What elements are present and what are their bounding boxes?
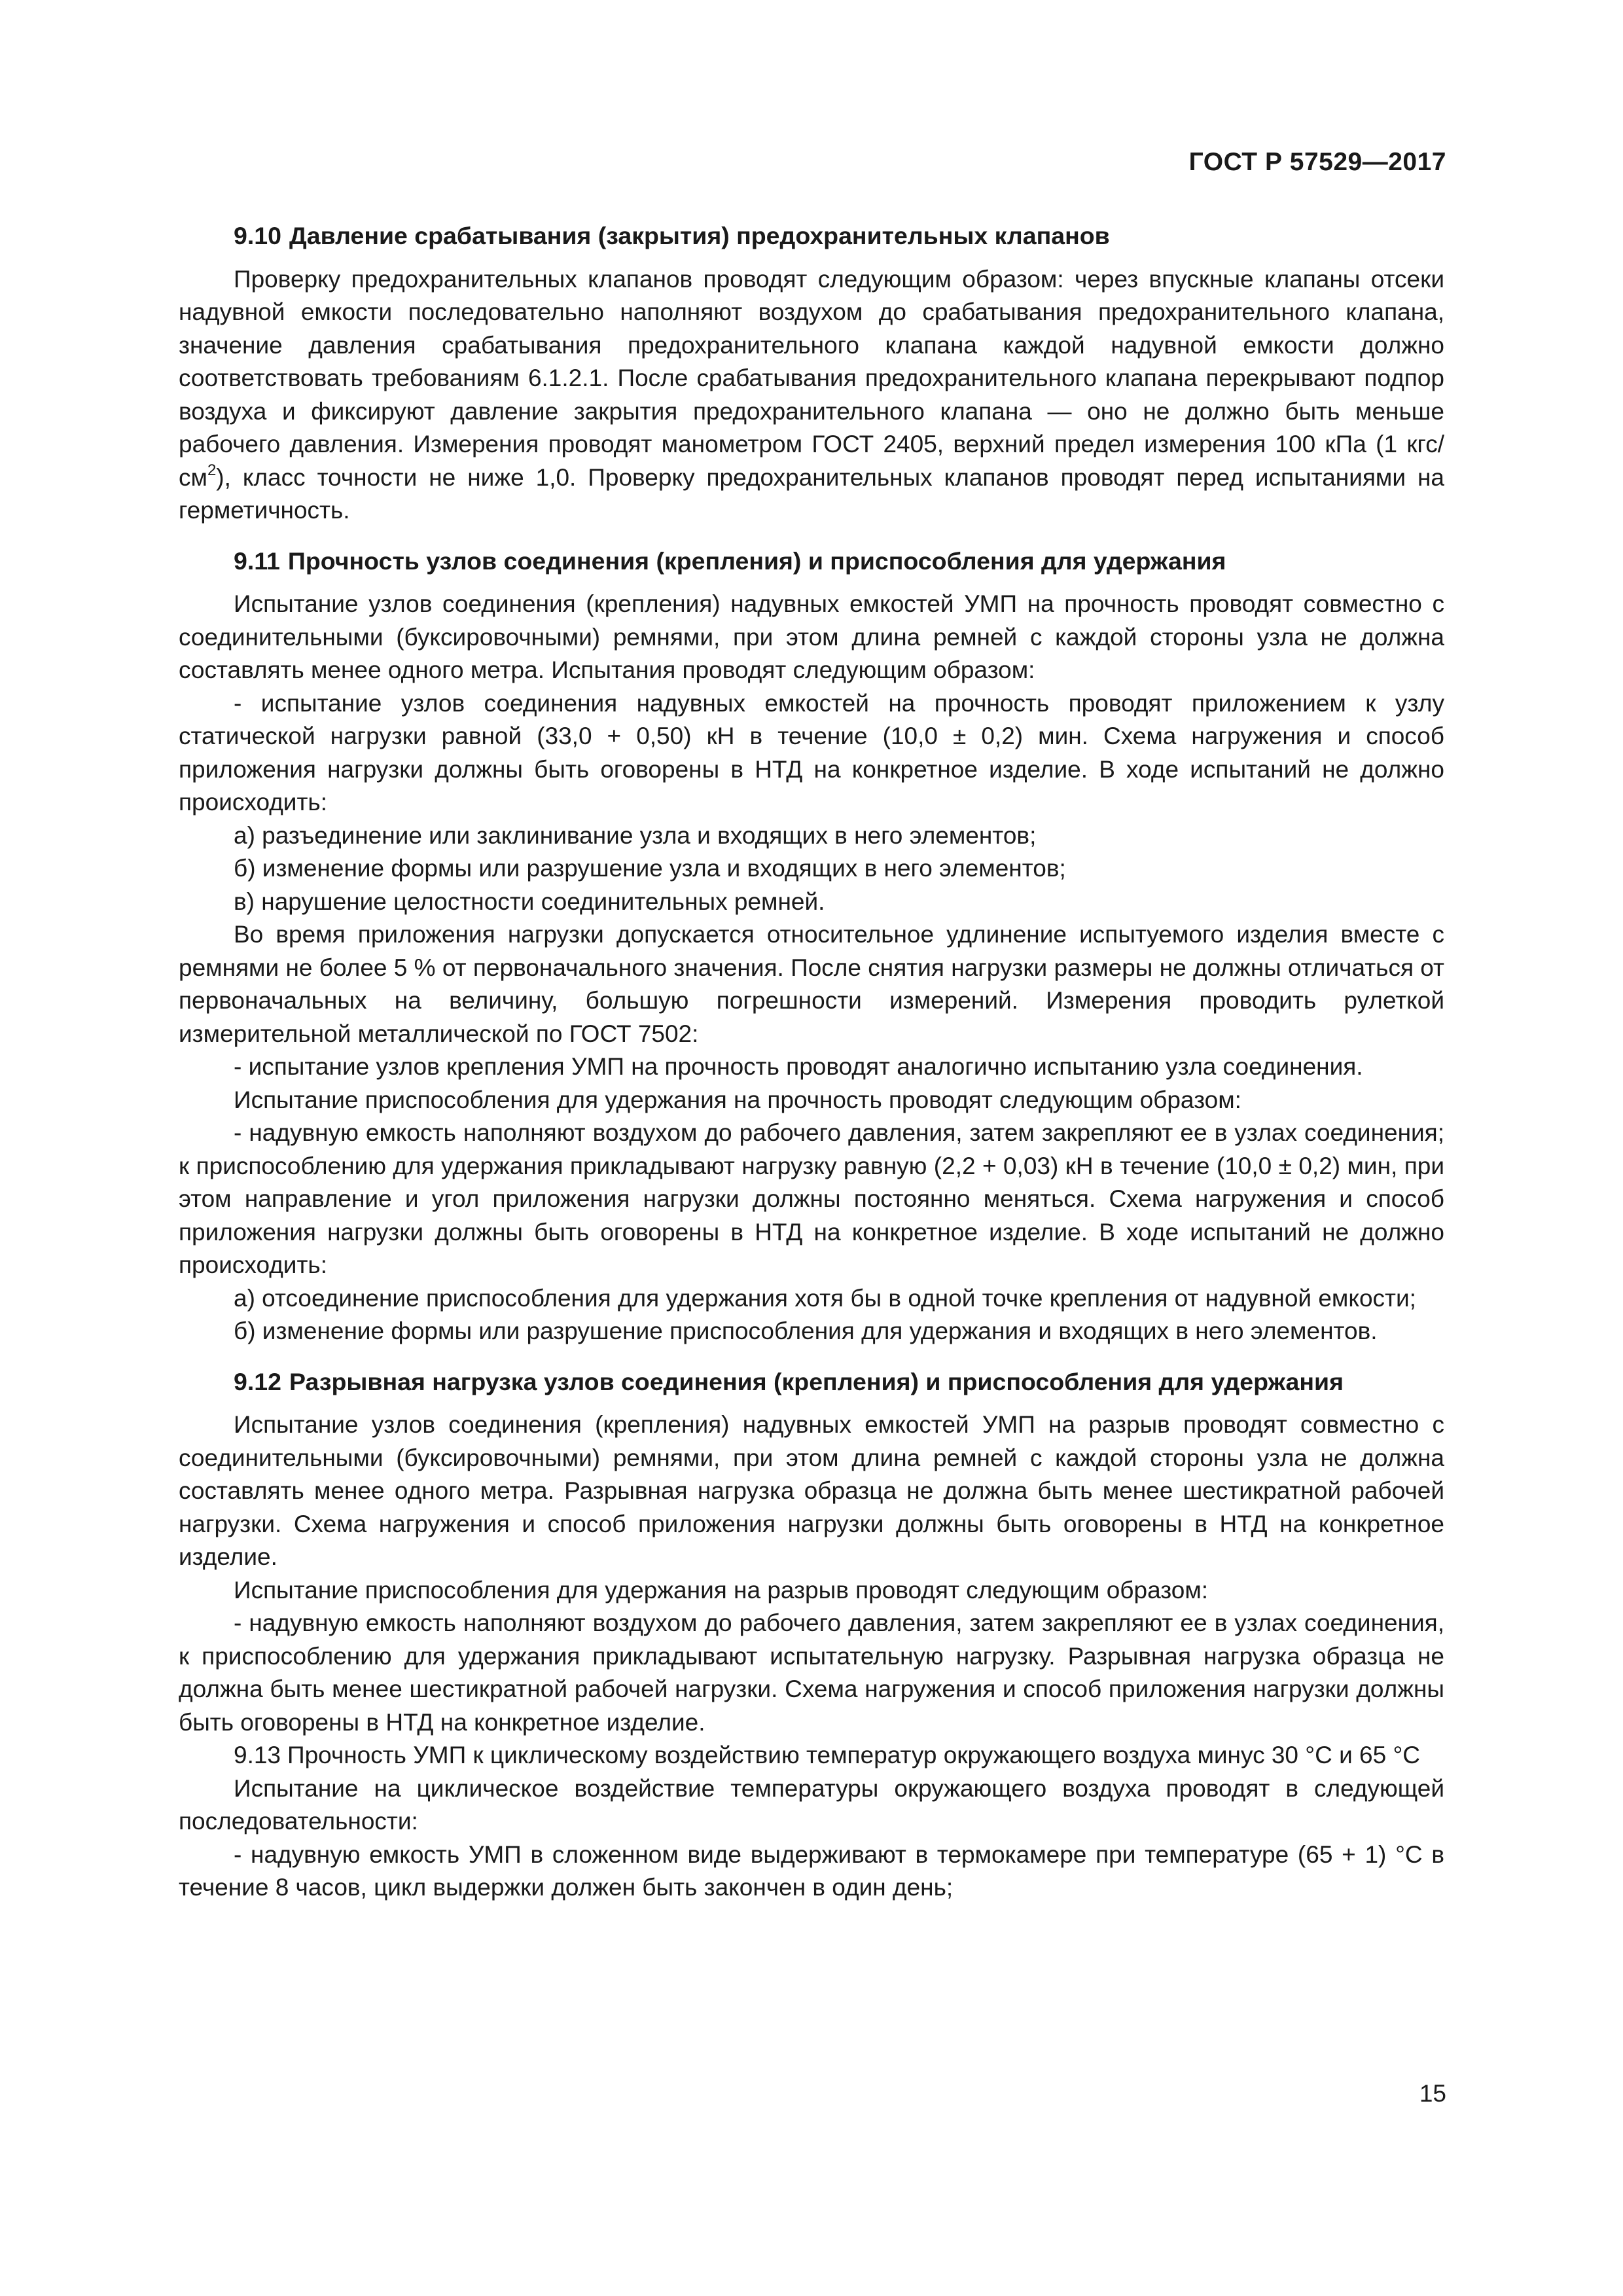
section-heading	[179, 219, 1444, 253]
list-item: - надувную емкость наполняют воздухом до рабочего давления, затем закрепляют ее в узлах соединения, к приспособлению для удержания прикладывают испытательную нагрузку. Разрывная нагрузка образца не должна быть менее шестикратной рабочей нагрузки. Схема нагружения и способ приложения нагрузки должны быть оговорены в НТД на конкретное изделие.	[179, 1609, 1444, 1736]
document-id-header: ГОСТ Р 57529—2017	[1188, 148, 1446, 176]
section-heading	[179, 1365, 1444, 1399]
section-title: Разрывная нагрузка узлов соединения (крепления) и приспособления для удержания	[289, 1367, 1344, 1395]
document-body	[179, 219, 1444, 1922]
list-item: в) нарушение целостности соединительных ремней.	[234, 888, 825, 915]
section-title: Прочность УМП к циклическому воздействию температур окружающего воздуха минус 30 °С и 65 °С	[287, 1742, 1420, 1768]
section-title: Давление срабатывания (закрытия) предохранительных клапанов	[289, 222, 1110, 249]
list-item: а) отсоединение приспособления для удержания хотя бы в одной точке крепления от надувной емкости;	[234, 1284, 1416, 1312]
section-9-12	[179, 1365, 1444, 1740]
paragraph-text: ), класс точности не ниже 1,0. Проверку предохранительных клапанов проводят перед испытаниями на герметичность.	[179, 463, 1444, 524]
section-heading	[179, 545, 1444, 578]
paragraph: Испытание на циклическое воздействие температуры окружающего воздуха проводят в следующей последовательности:	[179, 1774, 1444, 1835]
list-item: - испытание узлов соединения надувных емкостей на прочность проводят приложением к узлу статической нагрузки равной (33,0 + 0,50) кН в течение (10,0 ± 0,2) мин. Схема нагружения и способ приложения нагрузки должны быть оговорены в НТД на конкретное изделие. В ходе испытаний не должно происходить:	[179, 689, 1444, 816]
section-9-13	[179, 1739, 1444, 1905]
section-9-11	[179, 545, 1444, 1348]
section-number: 9.11	[234, 547, 280, 575]
section-number: 9.12	[234, 1367, 281, 1395]
paragraph-text: Проверку предохранительных клапанов проводят следующим образом: через впускные клапаны отсеки надувной емкости последовательно наполняют воздухом до срабатывания предохранительного клапана, значение давления срабатывания предохранительного клапана каждой надувной емкости должно соответствовать требованиям 6.1.2.1. После срабатывания предохранительного клапана перекрывают подпор воздуха и фиксируют давление закрытия предохранительного клапана — оно не должно быть меньше рабочего давления. Измерения проводят манометром ГОСТ 2405, верхний предел измерения 100 кПа (1 кгс/см	[179, 265, 1444, 491]
list-item: - надувную емкость наполняют воздухом до рабочего давления, затем закрепляют ее в узлах соединения; к приспособлению для удержания прикладывают нагрузку равную (2,2 + 0,03) кН в течение (10,0 ± 0,2) мин, при этом направление и угол приложения нагрузки должны постоянно меняться. Схема нагружения и способ приложения нагрузки должны быть оговорены в НТД на конкретное изделие. В ходе испытаний не должно происходить:	[179, 1119, 1444, 1278]
paragraph: Испытание узлов соединения (крепления) надувных емкостей УМП на прочность проводят совместно с соединительными (буксировочными) ремнями, при этом длина ремней с каждой стороны узла не должна составлять менее одного метра. Испытания проводят следующим образом:	[179, 590, 1444, 683]
section-9-10	[179, 219, 1444, 528]
page-number: 15	[1419, 2080, 1446, 2107]
list-item: б) изменение формы или разрушение узла и входящих в него элементов;	[234, 855, 1066, 882]
paragraph: Испытание узлов соединения (крепления) надувных емкостей УМП на разрыв проводят совместно с соединительными (буксировочными) ремнями, при этом длина ремней с каждой стороны узла не должна составлять менее одного метра. Разрывная нагрузка образца не должна быть менее шестикратной рабочей нагрузки. Схема нагружения и способ приложения нагрузки должны быть оговорены в НТД на конкретное изделие.	[179, 1411, 1444, 1570]
paragraph	[179, 263, 1444, 528]
list-item: а) разъединение или заклинивание узла и входящих в него элементов;	[234, 821, 1037, 849]
list-item: - испытание узлов крепления УМП на прочность проводят аналогично испытанию узла соединения.	[234, 1053, 1363, 1080]
section-number: 9.13	[234, 1742, 281, 1768]
section-heading	[179, 1739, 1444, 1772]
paragraph: Во время приложения нагрузки допускается относительное удлинение испытуемого изделия вместе с ремнями не более 5 % от первоначального значения. После снятия нагрузки размеры не должны отличаться от первоначальных на величину, большую погрешности измерений. Измерения проводить рулеткой измерительной металлической по ГОСТ 7502:	[179, 921, 1444, 1047]
paragraph: Испытание приспособления для удержания на прочность проводят следующим образом:	[234, 1086, 1241, 1113]
superscript: 2	[207, 461, 217, 480]
list-item: - надувную емкость УМП в сложенном виде выдерживают в термокамере при температуре (65 + 1) °С в течение 8 часов, цикл выдержки должен быть закончен в один день;	[179, 1840, 1444, 1901]
paragraph: Испытание приспособления для удержания на разрыв проводят следующим образом:	[234, 1576, 1209, 1604]
section-number: 9.10	[234, 222, 281, 249]
list-item: б) изменение формы или разрушение приспособления для удержания и входящих в него элементов.	[234, 1318, 1378, 1344]
section-title: Прочность узлов соединения (крепления) и приспособления для удержания	[287, 547, 1226, 575]
